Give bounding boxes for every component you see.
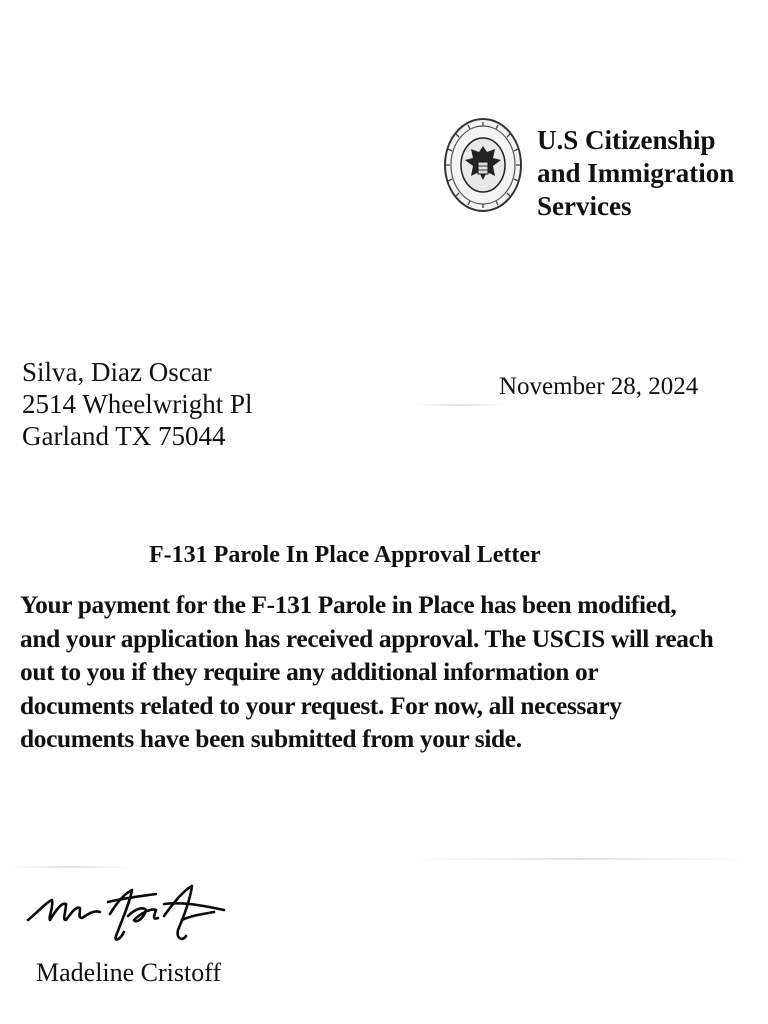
handwritten-signature-icon [24, 880, 239, 950]
faint-divider [415, 404, 505, 406]
recipient-address [22, 356, 252, 452]
letter-body [20, 589, 760, 757]
body-line: documents have been submitted from your side. [20, 725, 522, 753]
recipient-street: 2514 Wheelwright Pl [22, 389, 253, 419]
body-line: out to you if they require any additional information or [20, 658, 599, 686]
signer-name: Madeline Cristoff [36, 958, 222, 987]
dhs-seal-icon [443, 116, 523, 214]
agency-name-line-2: and Immigration [537, 158, 735, 188]
recipient-city-state-zip: Garland TX 75044 [22, 421, 226, 451]
letter-date: November 28, 2024 [499, 373, 699, 400]
body-line: and your application has received approval. The USCIS will reach [20, 624, 714, 653]
body-line: Your payment for the F-131 Parole in Place has been modified, [20, 591, 677, 619]
agency-name-line-1: U.S Citizenship [537, 125, 716, 155]
body-line: documents related to your request. For now, all necessary [20, 691, 622, 720]
recipient-name: Silva, Diaz Oscar [22, 357, 212, 387]
agency-name-line-3: Services [537, 191, 632, 221]
faint-divider [410, 858, 750, 860]
letter-subject: F-131 Parole In Place Approval Letter [149, 542, 541, 568]
faint-divider [10, 866, 130, 868]
agency-name [537, 124, 734, 223]
